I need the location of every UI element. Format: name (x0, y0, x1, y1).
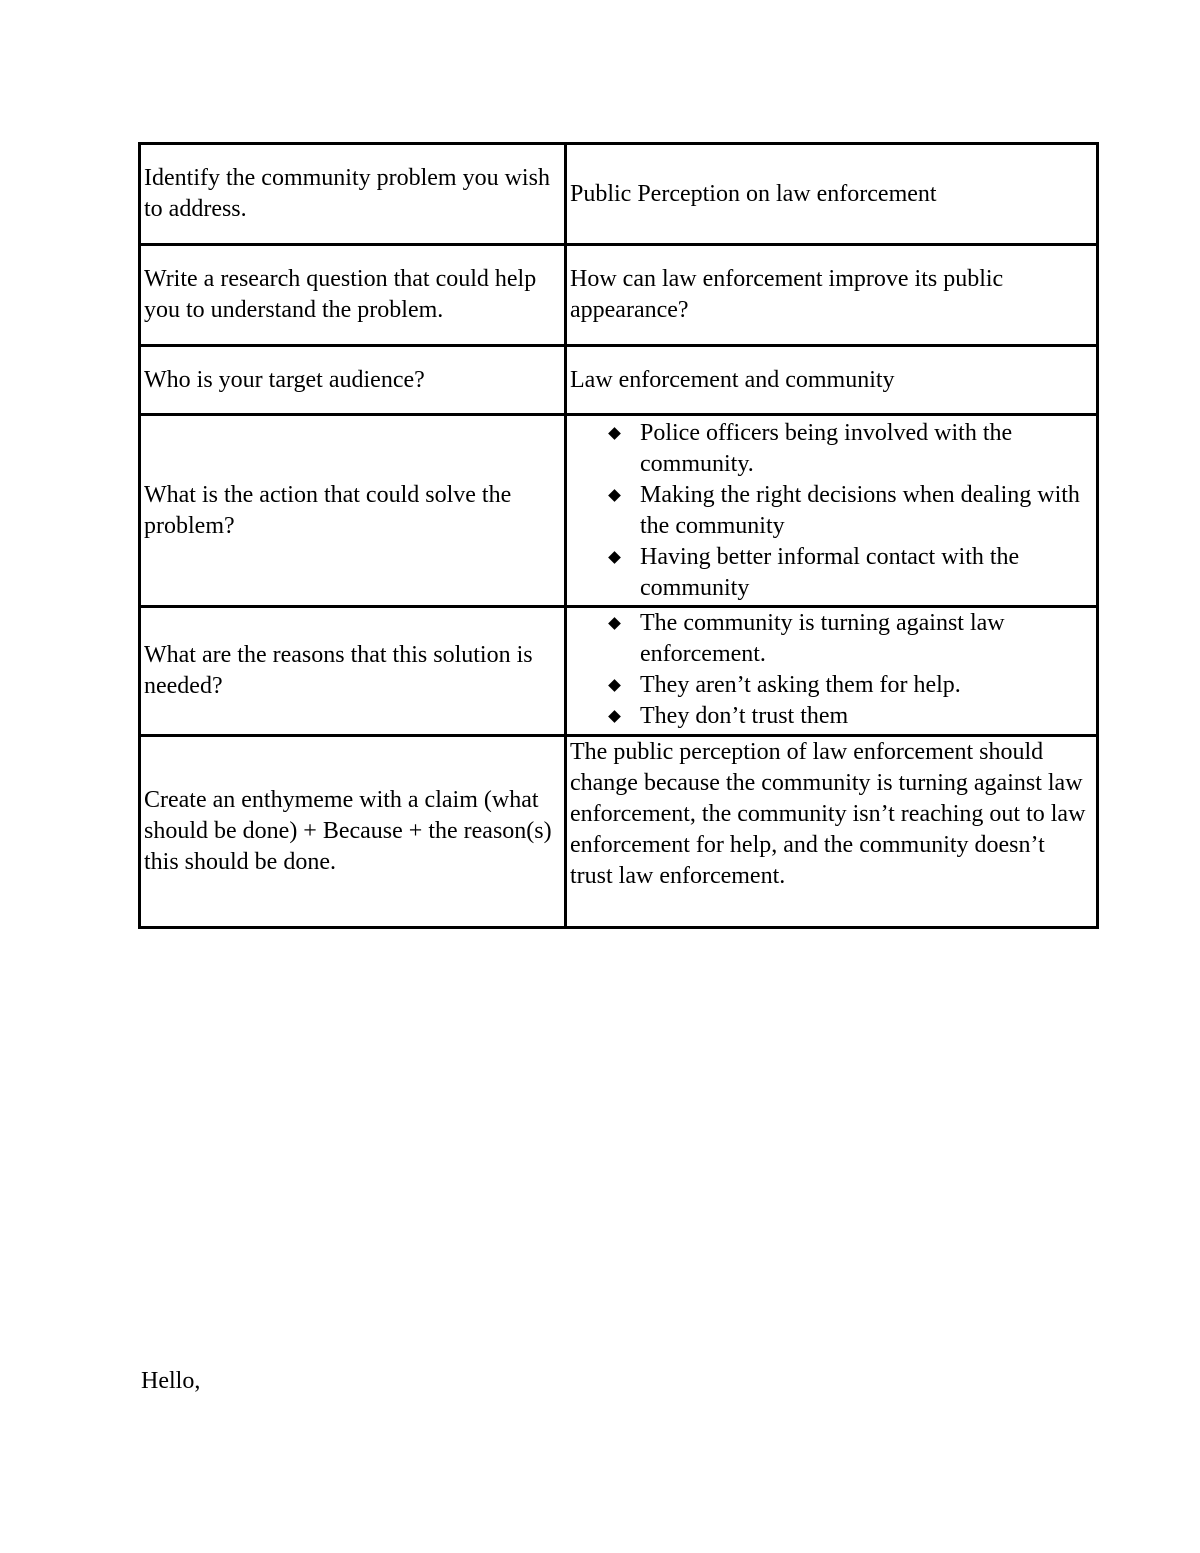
answer-cell: The public perception of law enforcement should change because the community is turning against law enforcement, the community isn’t reaching out to law enforcement for help, and the community doesn’t trust law enforcement. (566, 736, 1098, 928)
answer-cell (566, 415, 1098, 607)
table-row (140, 346, 1098, 415)
list-item (570, 542, 1093, 604)
diamond-bullet-icon (608, 617, 621, 630)
table-row (140, 736, 1098, 928)
list-item-text: They aren’t asking them for help. (640, 672, 961, 698)
list-item (570, 418, 1093, 480)
diamond-bullet-icon (608, 427, 621, 440)
question-cell: Identify the community problem you wish to address. (140, 144, 566, 245)
list-item-text: Police officers being involved with the community. (640, 419, 1013, 477)
table-row (140, 245, 1098, 346)
table-row (140, 415, 1098, 607)
list-item (570, 608, 1093, 670)
table-row (140, 607, 1098, 736)
answer-cell: Law enforcement and community (566, 346, 1098, 415)
answer-cell: Public Perception on law enforcement (566, 144, 1098, 245)
list-item-text: Making the right decisions when dealing with the community (640, 481, 1080, 539)
question-cell: Write a research question that could help you to understand the problem. (140, 245, 566, 346)
greeting-text: Hello, (141, 1368, 201, 1394)
answer-cell (566, 607, 1098, 736)
diamond-bullet-icon (608, 551, 621, 564)
list-item (570, 480, 1093, 542)
answer-cell: How can law enforcement improve its public appearance? (566, 245, 1098, 346)
diamond-bullet-icon (608, 489, 621, 502)
bullet-list (570, 418, 1093, 604)
table-row (140, 144, 1098, 245)
question-cell: Who is your target audience? (140, 346, 566, 415)
list-item (570, 670, 1093, 701)
list-item-text: The community is turning against law enforcement. (640, 610, 1005, 667)
list-item-text: They don’t trust them (640, 703, 849, 729)
list-item (570, 701, 1093, 732)
question-cell: What is the action that could solve the problem? (140, 415, 566, 607)
list-item-text: Having better informal contact with the community (640, 543, 1020, 601)
question-cell: Create an enthymeme with a claim (what should be done) + Because + the reason(s) this should be done. (140, 736, 566, 928)
diamond-bullet-icon (608, 679, 621, 692)
question-cell: What are the reasons that this solution is needed? (140, 607, 566, 736)
bullet-list (570, 608, 1093, 732)
worksheet-table (138, 142, 1099, 929)
diamond-bullet-icon (608, 710, 621, 723)
